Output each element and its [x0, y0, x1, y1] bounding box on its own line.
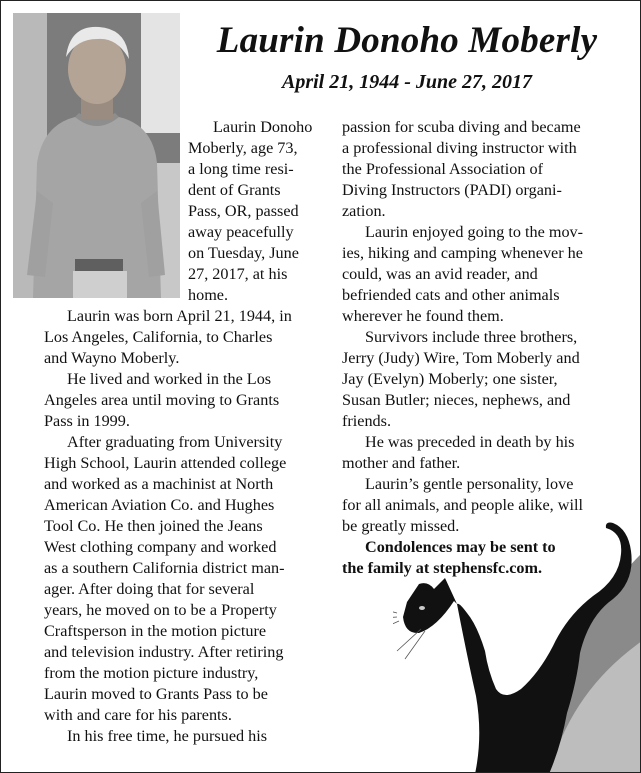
body-line: years, he moved on to be a Property: [44, 601, 277, 619]
body-line: ager. After doing that for several: [44, 580, 255, 598]
body-line: for all animals, and people alike, will: [342, 496, 583, 514]
body-line: Craftsperson in the motion picture: [44, 622, 267, 640]
intro-line: 27, 2017, at his: [188, 265, 288, 283]
portrait-photo-icon: [13, 13, 180, 298]
intro-line: Laurin Donoho: [213, 118, 313, 136]
body-line: mother and father.: [342, 454, 461, 472]
body-line: High School, Laurin attended college: [44, 454, 287, 472]
body-line: as a southern California district man-: [44, 559, 285, 577]
body-line: from the motion picture industry,: [44, 664, 259, 682]
body-line: zation.: [342, 202, 386, 220]
body-line: Laurin was born April 21, 1944, in: [67, 307, 292, 325]
intro-line: home.: [188, 286, 229, 304]
condolences-line: Condolences may be sent to: [365, 538, 556, 556]
body-line: Laurin moved to Grants Pass to be: [44, 685, 268, 703]
body-line: could, was an avid reader, and: [342, 265, 538, 283]
body-line: Angeles area until moving to Grants: [44, 391, 280, 409]
body-line: West clothing company and worked: [44, 538, 277, 556]
body-line: Jerry (Judy) Wire, Tom Moberly and: [342, 349, 580, 367]
body-line: and worked as a machinist at North: [44, 475, 274, 493]
body-line: Laurin’s gentle personality, love: [365, 475, 574, 493]
body-line: and Wayno Moberly.: [44, 349, 180, 367]
body-line: Survivors include three brothers,: [365, 328, 578, 346]
body-line: ies, hiking and camping whenever he: [342, 244, 583, 262]
obituary-dates: April 21, 1944 - June 27, 2017: [281, 71, 533, 93]
intro-line: on Tuesday, June: [188, 244, 299, 262]
intro-line: Pass, OR, passed: [188, 202, 299, 220]
body-line: friends.: [342, 412, 391, 430]
body-line: Los Angeles, California, to Charles: [44, 328, 273, 346]
intro-line: a long time resi-: [188, 160, 294, 178]
body-line: Jay (Evelyn) Moberly; one sister,: [342, 370, 558, 388]
body-line: be greatly missed.: [342, 517, 460, 535]
body-line: He lived and worked in the Los: [67, 370, 272, 388]
body-line: American Aviation Co. and Hughes: [44, 496, 275, 514]
intro-line: Moberly, age 73,: [188, 139, 298, 157]
body-line: Tool Co. He then joined the Jeans: [44, 517, 263, 535]
body-line: He was preceded in death by his: [365, 433, 575, 451]
body-line: the Professional Association of: [342, 160, 543, 178]
intro-line: away peacefully: [188, 223, 294, 241]
intro-line: dent of Grants: [188, 181, 281, 199]
body-line: Diving Instructors (PADI) organi-: [342, 181, 562, 199]
body-line: passion for scuba diving and became: [342, 118, 581, 136]
body-line: Susan Butler; nieces, nephews, and: [342, 391, 571, 409]
body-line: Laurin enjoyed going to the mov-: [365, 223, 584, 241]
body-line: befriended cats and other animals: [342, 286, 560, 304]
body-line: a professional diving instructor with: [342, 139, 577, 157]
body-line: After graduating from University: [67, 433, 283, 451]
obituary-name: Laurin Donoho Moberly: [216, 20, 598, 61]
body-line: In his free time, he pursued his: [67, 727, 268, 745]
body-line: wherever he found them.: [342, 307, 504, 325]
body-line: Pass in 1999.: [44, 412, 130, 430]
black-cat-silhouette-icon: [393, 471, 641, 773]
condolences-line: the family at stephensfc.com.: [342, 559, 543, 577]
body-line: with and care for his parents.: [44, 706, 232, 724]
body-line: and television industry. After retiring: [44, 643, 284, 661]
